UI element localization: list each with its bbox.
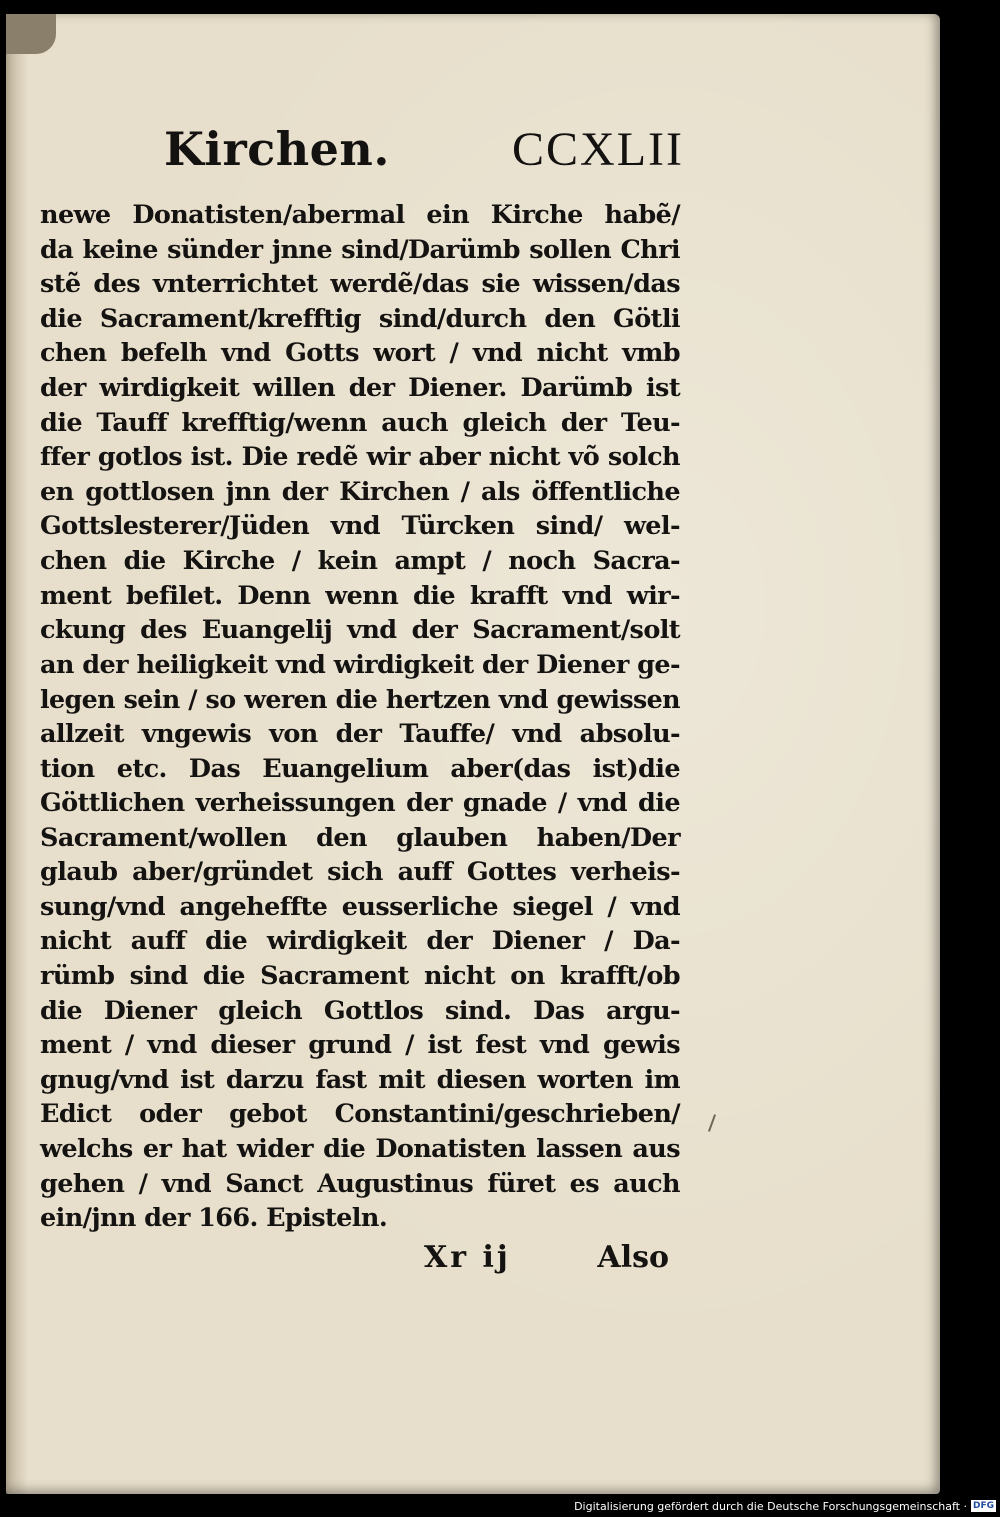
book-page: [6, 14, 940, 1494]
text-line: ffer gotlos ist. Die redẽ wir aber nicht võ solch: [40, 442, 680, 473]
text-line: nicht auff die wirdigkeit der Diener / Da-: [40, 926, 680, 957]
text-line: Gottslesterer/Jüden vnd Türcken sind/ wel-: [40, 511, 680, 542]
text-line: en gottlosen jnn der Kirchen / als öffentliche: [40, 476, 680, 507]
page-corner-shadow: [6, 14, 56, 54]
running-header: [164, 122, 684, 182]
text-line: an der heiligkeit vnd wirdigkeit der Diener ge-: [40, 649, 680, 680]
body-text: [40, 198, 680, 1236]
text-line: die Tauff krefftig/wenn auch gleich der Teu-: [40, 407, 680, 438]
text-line: gnug/vnd ist darzu fast mit diesen worten im: [40, 1064, 680, 1095]
text-line: chen die Kirche / kein ampt / noch Sacra-: [40, 545, 680, 576]
dfg-logo-icon: DFG: [972, 1501, 994, 1511]
credit-text: Digitalisierung gefördert durch die Deutsche Forschungsgemeinschaft ·: [574, 1499, 967, 1513]
text-line: da keine sünder jnne sind/Darümb sollen Chri: [40, 234, 680, 265]
signature-mark: Xr ij: [424, 1240, 511, 1275]
text-line: rümb sind die Sacrament nicht on krafft/ob: [40, 961, 680, 992]
text-line: ment / vnd dieser grund / ist fest vnd gewis: [40, 1030, 680, 1061]
text-line: chen befelh vnd Gotts wort / vnd nicht vmb: [40, 338, 680, 369]
text-line: legen sein / so weren die hertzen vnd gewissen: [40, 684, 680, 715]
text-line: stẽ des vnterrichtet werdẽ/das sie wissen/das: [40, 269, 680, 300]
digitization-credit: [574, 1499, 996, 1513]
folio-number: CCXLII: [512, 123, 684, 176]
text-line: newe Donatisten/abermal ein Kirche habẽ/: [40, 200, 680, 230]
header-title: Kirchen.: [164, 122, 390, 176]
text-line: allzeit vngewis von der Tauffe/ vnd absolu-: [40, 718, 680, 749]
catchword: Also: [597, 1240, 669, 1275]
text-line: die Sacrament/krefftig sind/durch den Götli: [40, 303, 680, 334]
text-line: Göttlichen verheissungen der gnade / vnd die: [40, 788, 680, 819]
text-line: die Diener gleich Gottlos sind. Das argu-: [40, 995, 680, 1026]
text-line: der wirdigkeit willen der Diener. Darümb ist: [40, 372, 680, 403]
text-line: Sacrament/wollen den glauben haben/Der: [40, 822, 680, 853]
text-line: glaub aber/gründet sich auff Gottes verheis-: [40, 857, 680, 888]
text-line: gehen / vnd Sanct Augustinus füret es auch: [40, 1168, 680, 1199]
text-line: ment befilet. Denn wenn die krafft vnd wir-: [40, 580, 680, 611]
text-line: ckung des Euangelij vnd der Sacrament/solt: [40, 615, 680, 646]
ink-mark: [708, 1114, 716, 1132]
page-footer: [424, 1240, 669, 1284]
text-line: ein/jnn der 166. Episteln.: [40, 1203, 388, 1234]
text-line: sung/vnd angeheffte eusserliche siegel / vnd: [40, 891, 680, 922]
text-line: welchs er hat wider die Donatisten lassen aus: [40, 1134, 680, 1165]
text-line: tion etc. Das Euangelium aber(das ist)die: [40, 753, 680, 784]
text-line: Edict oder gebot Constantini/geschrieben/: [40, 1099, 680, 1130]
